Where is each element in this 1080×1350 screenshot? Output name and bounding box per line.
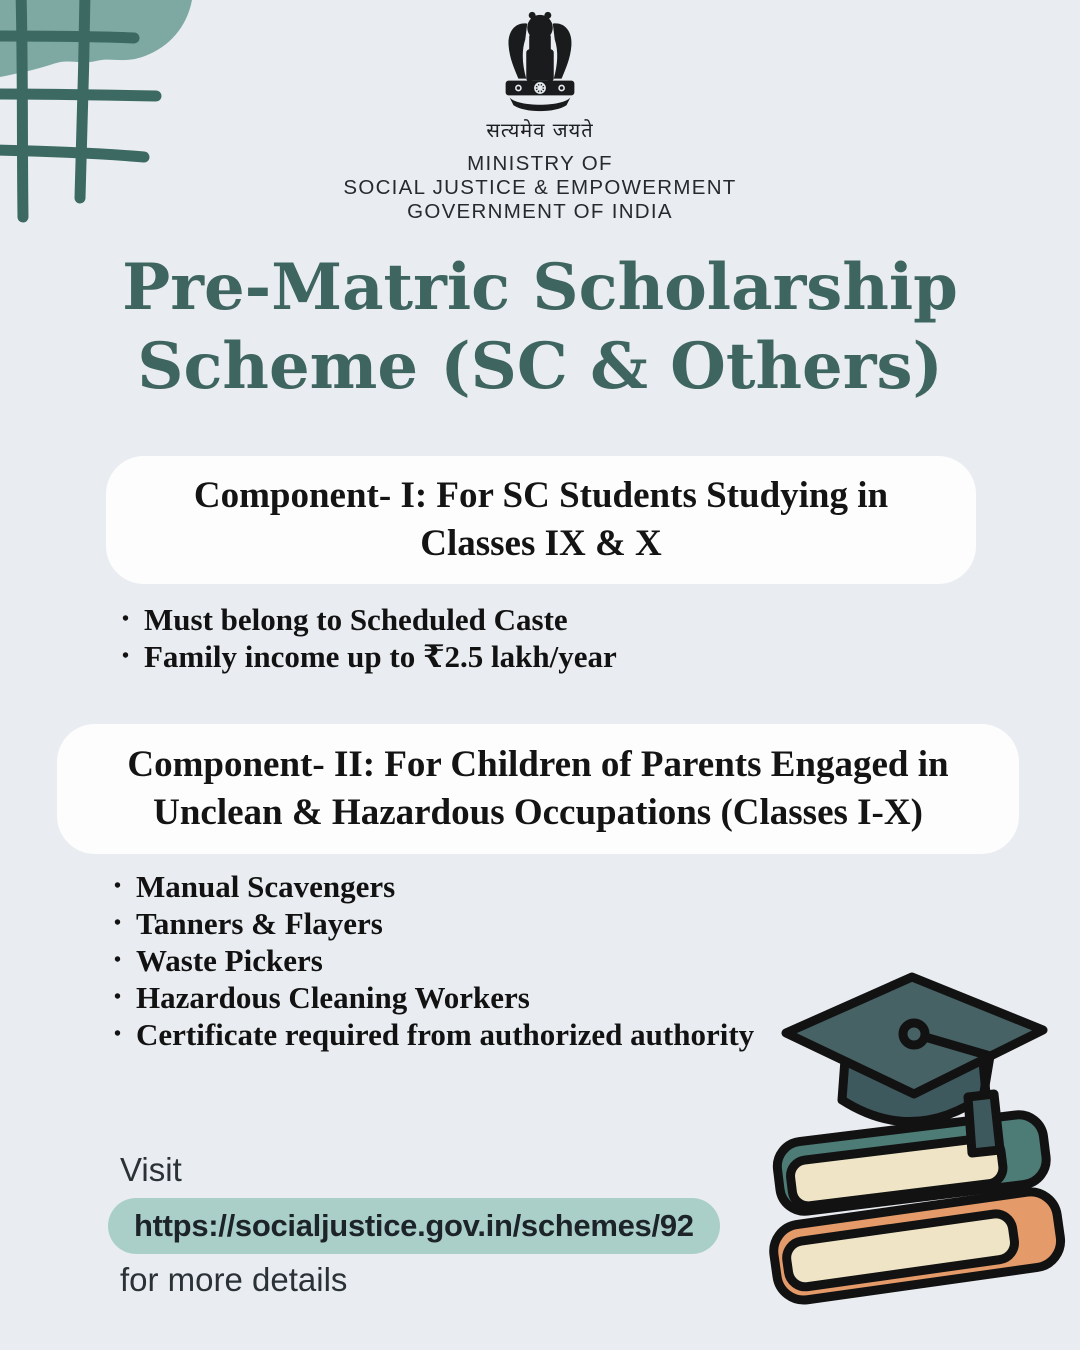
ashoka-lion-capital-icon	[501, 6, 579, 116]
list-item: • Must belong to Scheduled Caste	[120, 601, 617, 638]
page-title	[0, 248, 1080, 407]
component-1-bullet-list	[120, 601, 617, 675]
component-1-heading: Component- I: For SC Students Studying in Classes IX & X	[193, 474, 889, 564]
scheme-url-pill: https://socialjustice.gov.in/schemes/92	[108, 1198, 720, 1254]
details-label: for more details	[120, 1261, 348, 1298]
ministry-line-1: MINISTRY OF	[467, 152, 613, 175]
page-title-line-1: Pre-Matric Scholarship	[122, 250, 958, 325]
list-item: • Waste Pickers	[112, 942, 754, 979]
list-item: • Hazardous Cleaning Workers	[112, 979, 754, 1016]
ministry-line-2: SOCIAL JUSTICE & EMPOWERMENT	[343, 176, 737, 199]
component-2-bullet-list	[112, 868, 754, 1053]
page-title-line-2: Scheme (SC & Others)	[137, 329, 943, 405]
footer	[120, 1150, 720, 1300]
cap-button	[903, 1023, 925, 1045]
visit-label: Visit	[120, 1151, 182, 1188]
tassel-fringe	[968, 1094, 1000, 1153]
list-item: • Family income up to ₹2.5 lakh/year	[120, 638, 617, 675]
component-1-card	[106, 456, 976, 584]
graduation-cap-books-illustration	[762, 960, 1072, 1338]
emblem-motto: सत्यमेव जयते	[486, 118, 594, 142]
component-2-heading: Component- II: For Children of Parents Engaged in Unclean & Hazardous Occupations (Classes I-X)	[127, 743, 949, 833]
list-item: • Manual Scavengers	[112, 868, 754, 905]
header	[0, 0, 1080, 224]
list-item: • Tanners & Flayers	[112, 905, 754, 942]
ministry-line-3: GOVERNMENT OF INDIA	[407, 200, 673, 223]
ministry-name	[0, 152, 1080, 224]
list-item: • Certificate required from authorized authority	[112, 1016, 754, 1053]
component-2-card	[57, 724, 1019, 854]
